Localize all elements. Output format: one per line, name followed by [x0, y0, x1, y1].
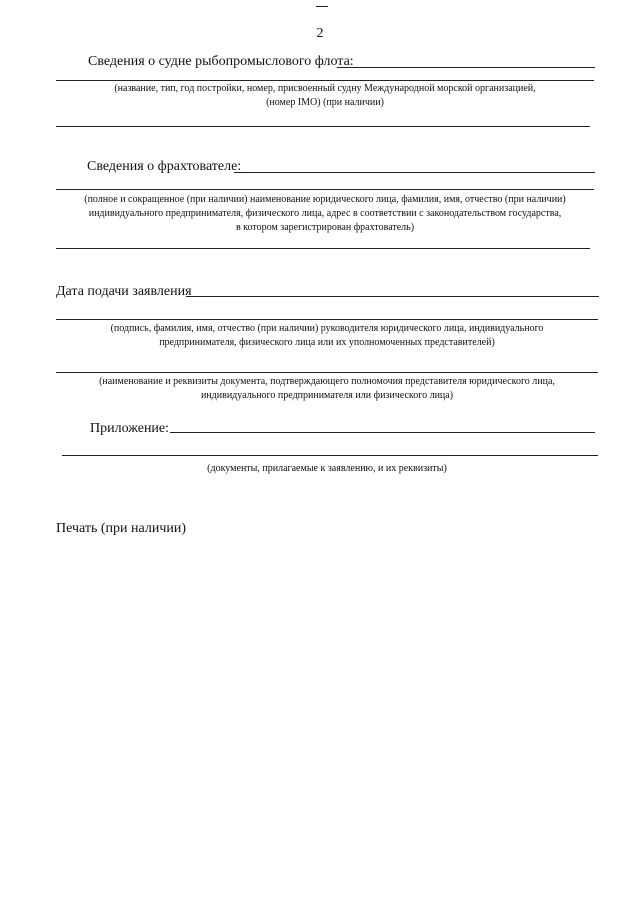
vessel-info-hint-line-2: (номер IMO) (при наличии) [266, 97, 384, 108]
charterer-info-field-line-1[interactable] [234, 172, 595, 173]
attachment-field-line-1[interactable] [170, 432, 595, 433]
charterer-info-field-line-2[interactable] [56, 189, 594, 190]
charterer-info-field-line-3[interactable] [56, 248, 590, 249]
charterer-info-label: Сведения о фрахтователе: [87, 159, 242, 174]
vessel-info-label: Сведения о судне рыбопромыслового флота: [88, 54, 354, 69]
authority-document-hint [56, 375, 598, 403]
authority-document-hint-line-2: индивидуального предпринимателя или физического лица) [200, 390, 454, 401]
stamp-label: Печать (при наличии) [56, 521, 187, 536]
application-date-field-line[interactable] [186, 296, 599, 297]
application-date-label: Дата подачи заявления [56, 284, 192, 299]
vessel-info-hint [56, 82, 594, 110]
vessel-info-field-line-1[interactable] [337, 67, 595, 68]
charterer-info-hint-line-3: в котором зарегистрирован фрахтователь) [235, 222, 415, 233]
authority-document-hint-line-1: (наименование и реквизиты документа, подтверждающего полномочия представителя юридического лица, [99, 376, 555, 387]
page-number: 2 [316, 26, 324, 41]
signature-field-line[interactable] [56, 319, 598, 320]
authority-document-field-line[interactable] [56, 372, 598, 373]
charterer-info-hint-line-1: (полное и сокращенное (при наличии) наименование юридического лица, фамилия, имя, отчество (при наличии) [84, 194, 566, 205]
attachment-label: Приложение: [90, 421, 170, 436]
charterer-info-hint-line-2: индивидуального предпринимателя, физического лица, адрес в соответствии с законодательством государства, [88, 208, 562, 219]
vessel-info-field-line-3[interactable] [56, 126, 590, 127]
vessel-info-field-line-2[interactable] [56, 80, 594, 81]
signature-hint-line-2: предпринимателя, физического лица или их уполномоченных представителей) [159, 337, 495, 348]
top-divider [316, 6, 328, 7]
attachment-field-line-2[interactable] [62, 455, 598, 456]
charterer-info-hint [56, 193, 594, 235]
vessel-info-hint-line-1: (название, тип, год постройки, номер, присвоенный судну Международной морской организацией, [114, 83, 536, 94]
signature-hint [56, 322, 598, 350]
signature-hint-line-1: (подпись, фамилия, имя, отчество (при наличии) руководителя юридического лица, индивидуального [110, 323, 544, 334]
attachment-hint: (документы, прилагаемые к заявлению, и их реквизиты) [207, 463, 447, 474]
